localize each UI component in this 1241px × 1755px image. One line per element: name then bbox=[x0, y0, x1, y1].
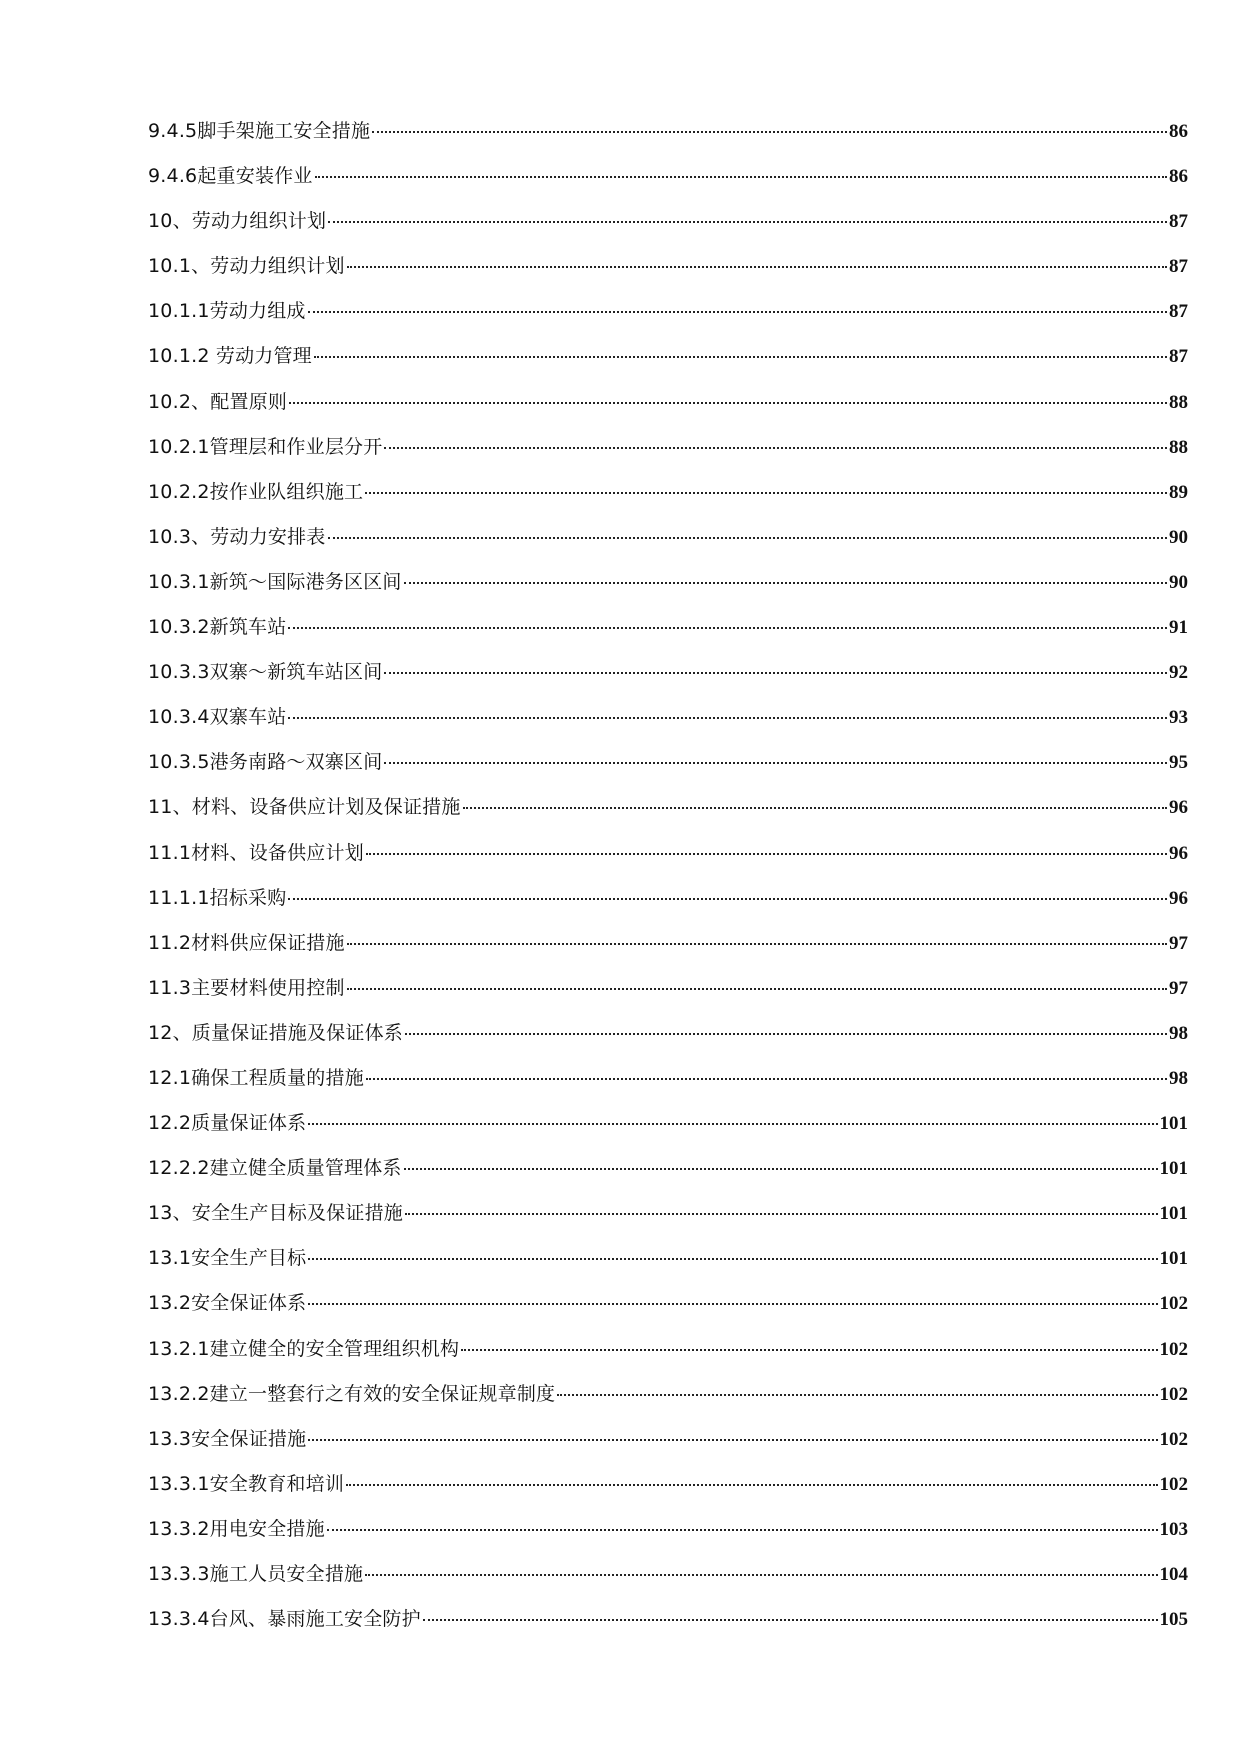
dot-leader bbox=[308, 311, 1167, 313]
toc-entry[interactable] bbox=[148, 1018, 1188, 1063]
toc-entry-title: 12.2质量保证体系 bbox=[148, 1112, 307, 1135]
toc-entry-title: 10.1、劳动力组织计划 bbox=[148, 255, 345, 278]
toc-entry-page-number: 93 bbox=[1169, 707, 1188, 729]
dot-leader bbox=[405, 1213, 1158, 1215]
toc-entry-page-number: 103 bbox=[1159, 1518, 1188, 1540]
dot-leader bbox=[288, 717, 1167, 719]
dot-leader bbox=[557, 1394, 1157, 1396]
toc-entry[interactable] bbox=[148, 1108, 1188, 1153]
toc-entry-title: 9.4.5脚手架施工安全措施 bbox=[148, 120, 371, 142]
toc-entry[interactable] bbox=[148, 1469, 1188, 1514]
toc-entry-title: 10.2.1管理层和作业层分开 bbox=[148, 435, 383, 458]
toc-entry[interactable] bbox=[148, 1063, 1188, 1108]
toc-entry-page-number: 87 bbox=[1169, 256, 1188, 278]
toc-entry[interactable] bbox=[148, 567, 1188, 612]
toc-entry[interactable] bbox=[148, 973, 1188, 1018]
toc-entry-title: 12.2.2建立健全质量管理体系 bbox=[148, 1157, 402, 1180]
toc-entry[interactable] bbox=[148, 1288, 1188, 1333]
toc-entry-page-number: 92 bbox=[1169, 662, 1188, 684]
dot-leader bbox=[288, 627, 1167, 629]
toc-entry-page-number: 91 bbox=[1169, 617, 1188, 639]
toc-entry[interactable] bbox=[148, 1198, 1188, 1243]
dot-leader bbox=[365, 492, 1167, 494]
toc-entry[interactable] bbox=[148, 928, 1188, 973]
dot-leader bbox=[346, 1484, 1157, 1486]
toc-entry-page-number: 86 bbox=[1169, 166, 1188, 188]
toc-entry[interactable] bbox=[148, 1424, 1188, 1469]
toc-entry-title: 10.3.1新筑～国际港务区区间 bbox=[148, 570, 402, 593]
toc-entry-page-number: 97 bbox=[1169, 932, 1188, 954]
toc-entry[interactable] bbox=[148, 296, 1188, 341]
toc-entry-page-number: 102 bbox=[1159, 1293, 1188, 1315]
dot-leader bbox=[347, 943, 1167, 945]
toc-entry-page-number: 104 bbox=[1159, 1564, 1188, 1585]
toc-entry-title: 11.1材料、设备供应计划 bbox=[148, 841, 364, 864]
dot-leader bbox=[314, 356, 1167, 358]
toc-entry[interactable] bbox=[148, 747, 1188, 792]
toc-entry-page-number: 101 bbox=[1159, 1113, 1188, 1135]
dot-leader bbox=[384, 447, 1167, 449]
toc-entry-page-number: 89 bbox=[1169, 481, 1188, 503]
toc-entry-page-number: 87 bbox=[1169, 301, 1188, 323]
dot-leader bbox=[372, 131, 1167, 133]
toc-entry-title: 10.3.5港务南路～双寨区间 bbox=[148, 751, 383, 774]
toc-entry-title: 10.3.4双寨车站 bbox=[148, 706, 287, 729]
toc-entry-title: 13.2.1建立健全的安全管理组织机构 bbox=[148, 1337, 460, 1360]
toc-entry-title: 11.1.1招标采购 bbox=[148, 886, 287, 909]
toc-entry-page-number: 98 bbox=[1169, 1022, 1188, 1044]
toc-entry[interactable] bbox=[148, 387, 1188, 432]
dot-leader bbox=[461, 1349, 1157, 1351]
toc-entry-title: 13.3.1安全教育和培训 bbox=[148, 1472, 345, 1495]
toc-entry-page-number: 102 bbox=[1159, 1473, 1188, 1495]
toc-entry-page-number: 98 bbox=[1169, 1067, 1188, 1089]
toc-entry[interactable] bbox=[148, 1604, 1188, 1649]
toc-entry-title: 13.2安全保证体系 bbox=[148, 1292, 307, 1315]
toc-entry[interactable] bbox=[148, 477, 1188, 522]
dot-leader bbox=[308, 1123, 1157, 1125]
toc-entry-page-number: 87 bbox=[1169, 211, 1188, 233]
toc-entry[interactable] bbox=[148, 522, 1188, 567]
toc-entry[interactable] bbox=[148, 883, 1188, 928]
dot-leader bbox=[463, 807, 1167, 809]
toc-entry-page-number: 86 bbox=[1169, 121, 1188, 142]
toc-entry-title: 10.3.3双寨～新筑车站区间 bbox=[148, 661, 383, 684]
dot-leader bbox=[366, 1078, 1167, 1080]
toc-entry-page-number: 105 bbox=[1159, 1609, 1188, 1631]
dot-leader bbox=[315, 176, 1167, 178]
dot-leader bbox=[289, 402, 1167, 404]
toc-entry-title: 11.3主要材料使用控制 bbox=[148, 976, 345, 999]
dot-leader bbox=[347, 266, 1167, 268]
toc-entry[interactable] bbox=[148, 432, 1188, 477]
toc-entry-page-number: 95 bbox=[1169, 752, 1188, 774]
toc-entry[interactable] bbox=[148, 251, 1188, 296]
toc-entry-title: 10.2.2按作业队组织施工 bbox=[148, 480, 364, 503]
toc-entry-page-number: 96 bbox=[1169, 797, 1188, 819]
dot-leader bbox=[327, 1529, 1158, 1531]
toc-entry[interactable] bbox=[148, 1514, 1188, 1559]
table-of-contents bbox=[148, 116, 1188, 1649]
dot-leader bbox=[328, 537, 1167, 539]
toc-entry-title: 13.3.3施工人员安全措施 bbox=[148, 1563, 364, 1585]
dot-leader bbox=[404, 582, 1167, 584]
toc-entry-page-number: 102 bbox=[1159, 1383, 1188, 1405]
toc-entry-title: 13.3安全保证措施 bbox=[148, 1427, 307, 1450]
toc-entry-title: 9.4.6起重安装作业 bbox=[148, 165, 313, 188]
toc-entry-title: 10.3.2新筑车站 bbox=[148, 616, 287, 639]
toc-entry-title: 10.1.2 劳动力管理 bbox=[148, 345, 312, 368]
toc-entry[interactable] bbox=[148, 838, 1188, 883]
toc-entry-title: 11、材料、设备供应计划及保证措施 bbox=[148, 796, 461, 819]
toc-entry[interactable] bbox=[148, 792, 1188, 837]
dot-leader bbox=[423, 1619, 1158, 1621]
toc-entry-page-number: 101 bbox=[1159, 1203, 1188, 1225]
toc-entry-page-number: 88 bbox=[1169, 391, 1188, 413]
toc-entry-title: 12、质量保证措施及保证体系 bbox=[148, 1021, 403, 1044]
toc-entry-page-number: 96 bbox=[1169, 887, 1188, 909]
dot-leader bbox=[365, 1574, 1157, 1576]
toc-entry-page-number: 96 bbox=[1169, 842, 1188, 864]
toc-entry-page-number: 101 bbox=[1159, 1248, 1188, 1270]
toc-entry-title: 12.1确保工程质量的措施 bbox=[148, 1066, 364, 1089]
toc-entry-title: 13.2.2建立一整套行之有效的安全保证规章制度 bbox=[148, 1382, 556, 1405]
dot-leader bbox=[347, 988, 1167, 990]
dot-leader bbox=[288, 898, 1167, 900]
toc-entry[interactable] bbox=[148, 612, 1188, 657]
toc-entry-page-number: 97 bbox=[1169, 977, 1188, 999]
toc-entry[interactable] bbox=[148, 1153, 1188, 1198]
toc-entry-page-number: 90 bbox=[1169, 571, 1188, 593]
toc-entry-title: 10.2、配置原则 bbox=[148, 390, 288, 413]
toc-entry-title: 13、安全生产目标及保证措施 bbox=[148, 1202, 403, 1225]
dot-leader bbox=[308, 1439, 1157, 1441]
toc-entry[interactable] bbox=[148, 1243, 1188, 1288]
toc-entry-page-number: 88 bbox=[1169, 436, 1188, 458]
dot-leader bbox=[366, 853, 1167, 855]
dot-leader bbox=[308, 1303, 1157, 1305]
toc-entry[interactable] bbox=[148, 1334, 1188, 1379]
toc-entry-page-number: 101 bbox=[1159, 1158, 1188, 1180]
dot-leader bbox=[384, 762, 1167, 764]
toc-entry[interactable] bbox=[148, 657, 1188, 702]
dot-leader bbox=[384, 672, 1167, 674]
toc-entry[interactable] bbox=[148, 1379, 1188, 1424]
toc-entry-title: 13.1安全生产目标 bbox=[148, 1247, 307, 1270]
toc-entry-title: 13.3.4台风、暴雨施工安全防护 bbox=[148, 1608, 421, 1631]
toc-entry[interactable] bbox=[148, 116, 1188, 161]
toc-entry-title: 10、劳动力组织计划 bbox=[148, 210, 327, 233]
dot-leader bbox=[405, 1033, 1167, 1035]
toc-entry-title: 11.2材料供应保证措施 bbox=[148, 931, 345, 954]
toc-entry-page-number: 102 bbox=[1159, 1428, 1188, 1450]
toc-entry-title: 13.3.2用电安全措施 bbox=[148, 1517, 325, 1540]
toc-entry[interactable] bbox=[148, 161, 1188, 206]
toc-entry-page-number: 87 bbox=[1169, 346, 1188, 368]
toc-entry-title: 10.1.1劳动力组成 bbox=[148, 300, 306, 323]
dot-leader bbox=[404, 1168, 1158, 1170]
toc-entry-page-number: 90 bbox=[1169, 526, 1188, 548]
toc-entry-page-number: 102 bbox=[1159, 1338, 1188, 1360]
dot-leader bbox=[308, 1258, 1157, 1260]
dot-leader bbox=[328, 221, 1167, 223]
toc-entry[interactable] bbox=[148, 206, 1188, 251]
toc-entry[interactable] bbox=[148, 702, 1188, 747]
toc-entry[interactable] bbox=[148, 1559, 1188, 1604]
toc-entry[interactable] bbox=[148, 341, 1188, 386]
toc-entry-title: 10.3、劳动力安排表 bbox=[148, 525, 326, 548]
